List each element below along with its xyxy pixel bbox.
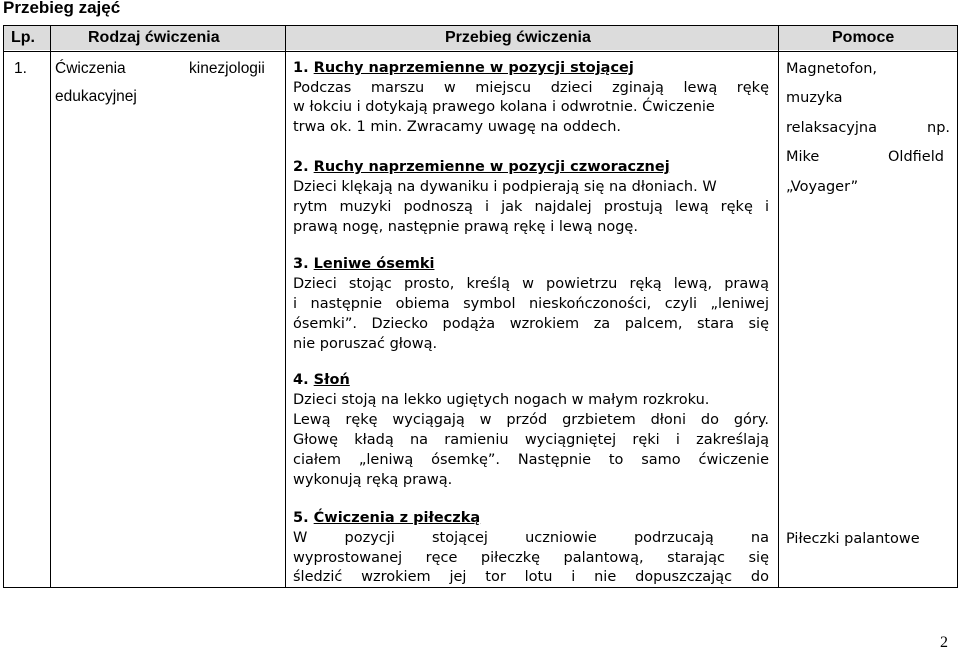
table-border-top	[3, 25, 958, 26]
exercise-title: 4. Słoń	[293, 372, 350, 388]
exercise-line: prawą nogę, następnie prawą rękę i lewą nogę.	[293, 219, 638, 235]
exercise-line: wyprostowanej ręce piłeczkę palantową, starając się	[293, 550, 769, 566]
column-divider-2	[285, 25, 286, 588]
exercise-line: w łokciu i dotykają prawego kolana i odwrotnie. Ćwiczenie	[293, 99, 715, 115]
table-header-divider	[3, 51, 958, 52]
aids-line1: Magnetofon,	[786, 61, 878, 77]
aids-line2: muzyka	[786, 90, 843, 106]
table-border-left	[3, 25, 4, 588]
aids-line3b: np.	[927, 120, 951, 136]
aids-line5: „Voyager”	[786, 179, 859, 195]
exercise-line: śledzić wzrokiem jej tor lotu i nie dopuszczając do	[293, 569, 769, 585]
table-border-right	[957, 25, 958, 588]
exercise-type-word2: kinezjologii	[189, 60, 265, 77]
exercise-line: i następnie obiema symbol nieskończoności, czyli „leniwej	[293, 296, 769, 312]
exercise-title: 5. Ćwiczenia z piłeczką	[293, 510, 481, 526]
aids-line4a: Mike	[786, 149, 820, 165]
exercise-line: Dzieci klękają na dywaniku i podpierają się na dłoniach. W	[293, 179, 717, 195]
exercise-line: rytm muzyki podnoszą i jak najdalej prostują lewą rękę i	[293, 199, 769, 215]
exercise-title: 3. Leniwe ósemki	[293, 256, 435, 272]
header-aids: Pomoce	[832, 29, 895, 46]
exercise-line: ciałem „leniwą ósemkę”. Następnie to samo ćwiczenie	[293, 452, 769, 468]
exercise-line: nie poruszać głową.	[293, 336, 438, 352]
exercise-line: ósemki”. Dziecko podąża wzrokiem za palcem, stara się	[293, 316, 769, 332]
header-lp: Lp.	[11, 29, 35, 46]
aids-line4b: Oldfield	[888, 149, 944, 165]
exercise-line: Dzieci stoją na lekko ugiętych nogach w małym rozkroku.	[293, 392, 710, 408]
exercise-title: 2. Ruchy naprzemienne w pozycji czworacznej	[293, 159, 670, 175]
header-progress: Przebieg ćwiczenia	[445, 29, 591, 46]
exercise-line: Podczas marszu w miejscu dzieci zginają lewą rękę	[293, 80, 769, 96]
column-divider-3	[778, 25, 779, 588]
row-number: 1.	[14, 60, 27, 77]
exercise-type-word1: Ćwiczenia	[55, 60, 126, 77]
exercise-line: Lewą rękę wyciągają w przód grzbietem dłoni do góry.	[293, 412, 769, 428]
section-heading: Przebieg zajęć	[3, 0, 121, 17]
aids-line3a: relaksacyjna	[786, 120, 877, 136]
exercise-line: Głowę kładą na ramieniu wyciągniętej ręki i zakreślają	[293, 432, 769, 448]
exercise-title: 1. Ruchy naprzemienne w pozycji stojącej	[293, 60, 634, 76]
exercise-line: W pozycji stojącej uczniowie podrzucają na	[293, 530, 769, 546]
exercise-line: wykonują ręką prawą.	[293, 472, 453, 488]
page-number: 2	[940, 634, 948, 651]
exercise-line: trwa ok. 1 min. Zwracamy uwagę na oddech.	[293, 119, 622, 135]
column-divider-1	[50, 25, 51, 588]
exercise-type-line2: edukacyjnej	[55, 88, 137, 105]
exercise-line: Dzieci stojąc prosto, kreślą w powietrzu ręką lewą, prawą	[293, 276, 769, 292]
aids-2: Piłeczki palantowe	[786, 531, 920, 547]
header-type: Rodzaj ćwiczenia	[88, 29, 220, 46]
table-border-bottom	[3, 587, 958, 588]
